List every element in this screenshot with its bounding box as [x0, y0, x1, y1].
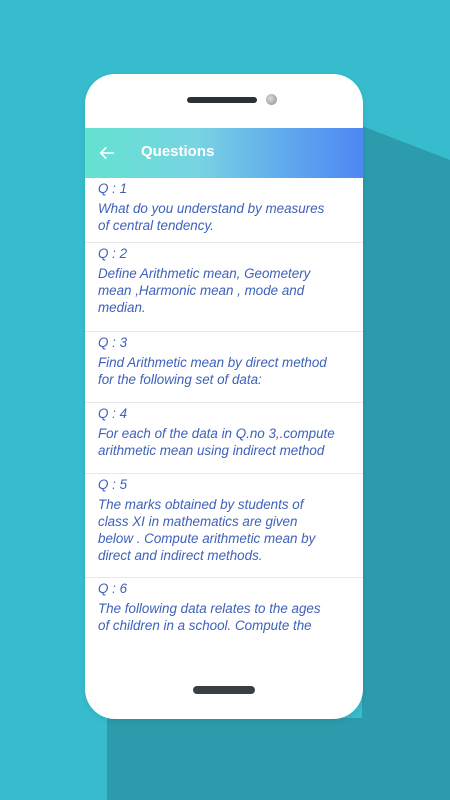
back-button[interactable]: [95, 141, 119, 165]
app-bar: [85, 128, 363, 178]
question-text: The marks obtained by students of class XI in mathematics are given below . Compute arithmetic mean by direct and indirect methods.: [98, 497, 316, 563]
question-item-2[interactable]: [85, 243, 363, 332]
question-item-4[interactable]: [85, 403, 363, 474]
question-text: What do you understand by measures of central tendency.: [98, 201, 325, 233]
question-text: For each of the data in Q.no 3,.compute arithmetic mean using indirect method: [98, 426, 335, 458]
question-text: The following data relates to the ages of children in a school. Compute the: [98, 601, 321, 633]
question-item-3[interactable]: [85, 332, 363, 403]
question-text: Find Arithmetic mean by direct method for the following set of data:: [98, 355, 327, 387]
questions-list[interactable]: [85, 178, 363, 669]
app-screen: [85, 128, 363, 669]
question-item-1[interactable]: [85, 178, 363, 243]
question-number: Q : 3: [98, 335, 128, 350]
question-number: Q : 2: [98, 246, 128, 261]
question-text: Define Arithmetic mean, Geometery mean ,Harmonic mean , mode and median.: [98, 266, 311, 315]
home-indicator: [193, 686, 255, 694]
question-item-6[interactable]: [85, 578, 363, 669]
question-number: Q : 1: [98, 181, 128, 196]
page-title: Questions: [141, 143, 215, 160]
question-item-5[interactable]: [85, 474, 363, 578]
question-number: Q : 5: [98, 477, 128, 492]
arrow-left-icon: [95, 141, 119, 165]
phone-frame: [85, 74, 363, 719]
phone-speaker: [187, 97, 257, 103]
phone-camera: [266, 94, 277, 105]
question-number: Q : 4: [98, 406, 128, 421]
question-number: Q : 6: [98, 581, 128, 596]
